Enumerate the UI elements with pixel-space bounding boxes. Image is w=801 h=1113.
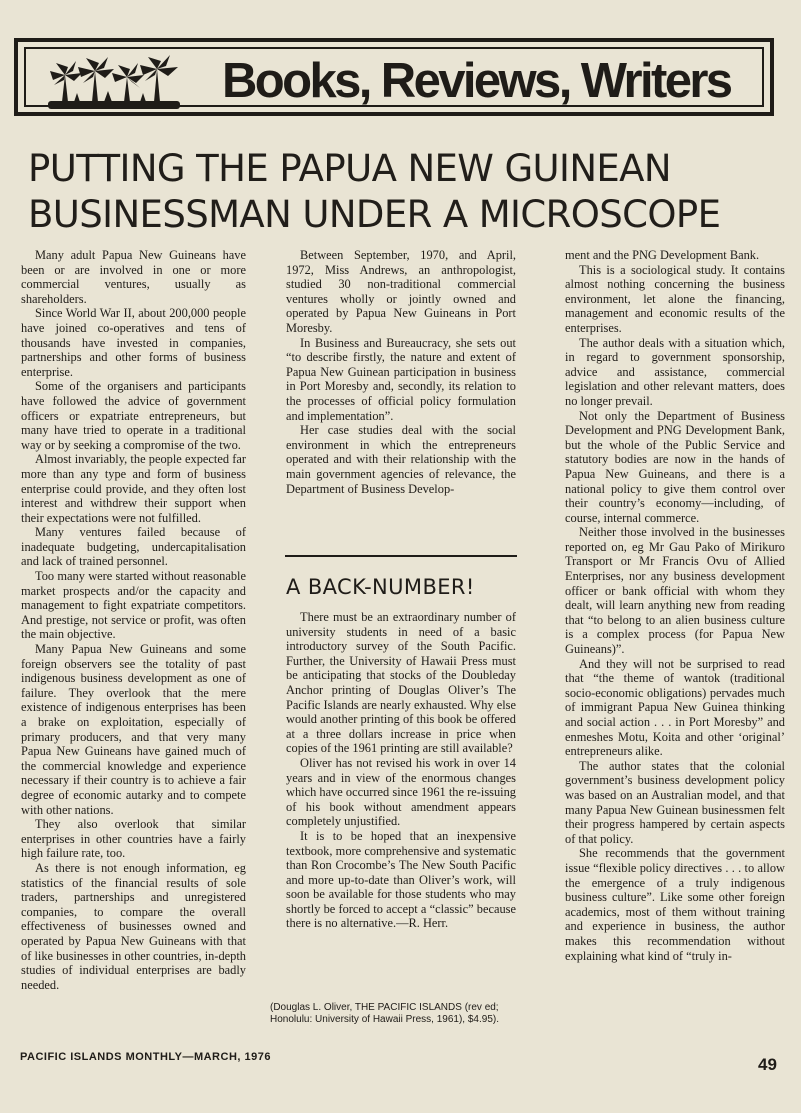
banner-inner-frame <box>24 47 764 107</box>
paragraph: It is to be hoped that an inexpensive textbook, more comprehensive and systematic than Ron Crocombe’s The New South Pacific and more up-to-date than Oliver’s work, will soon be available for those students who may shortly be forced to accept a “classic” because there is no alternative.—R. Herr. <box>286 828 516 931</box>
section-banner <box>14 38 774 116</box>
paragraph: Between September, 1970, and April, 1972, Miss Andrews, an anthropologist, studied 30 non-traditional commercial ventures wholly or jointly owned and operated by Papua New Guineans in Port Moresby. <box>286 248 516 335</box>
paragraph: And they will not be surprised to read that “the theme of wantok (traditional socio-economic obligations) pervades much of immigrant Papua New Guinea thinking and social action . . . in Port Moresby” and enmeshes Motu, Koita and other ‘original’ entrepreneurs alike. <box>565 656 785 759</box>
book-citation: (Douglas L. Oliver, THE PACIFIC ISLANDS (rev ed; Honolulu: University of Hawaii Press, 1961), $4.95). <box>270 1002 499 1025</box>
paragraph: Many adult Papua New Guineans have been or are involved in one or more commercial ventures, usually as shareholders. <box>21 248 246 306</box>
headline-line-2: BUSINESSMAN UNDER A MICROSCOPE <box>28 193 721 236</box>
paragraph: They also overlook that similar enterprises in other countries have a fairly high failure rate, too. <box>21 817 246 861</box>
paragraph: The author deals with a situation which, in regard to government sponsorship, advice and assistance, commercial legislation and other relevant matters, does no longer prevail. <box>565 335 785 408</box>
section-title: Books, Reviews, Writers <box>222 54 731 108</box>
paragraph: There must be an extraordinary number of university students in need of a basic introductory survey of the South Pacific. Further, the University of Hawaii Press must be anticipating that stocks of the Doubleday Anchor printing of Douglas Oliver’s The Pacific Islands are nearly exhausted. Why else would another printing of this book be offered at a three dollars increase in price when copies of the 1961 printing are still available? <box>286 610 516 756</box>
paragraph: Not only the Department of Business Development and PNG Development Bank, but the whole of the Public Service and statutory bodies are now in the hands of Papua New Guineans, and there is a national policy to give them control over their country’s economy—including, of course, internal commerce. <box>565 408 785 525</box>
paragraph: Since World War II, about 200,000 people have joined co-operatives and tens of thousands have invested in companies, partnerships and other forms of business enterprise. <box>21 306 246 379</box>
paragraph: Many ventures failed because of inadequate budgeting, undercapitalisation and lack of trained personnel. <box>21 525 246 569</box>
article-column-3 <box>565 248 785 963</box>
paragraph: In Business and Bureaucracy, she sets out “to describe firstly, the nature and extent of Papua New Guinean participation in business in Port Moresby and, secondly, its relation to the processes of official policy formulation and implementation”. <box>286 335 516 423</box>
paragraph: ment and the PNG Development Bank. <box>565 248 760 262</box>
section-divider <box>285 555 517 557</box>
article-column-1 <box>21 248 246 992</box>
paragraph: Her case studies deal with the social environment in which the entrepreneurs operated and with their relationship with the main government agencies of relevance, the Department of Business Develop- <box>286 423 516 496</box>
paragraph: She recommends that the government issue “flexible policy directives . . . to allow the emergence of a truly indigenous business culture”. Like some other foreign academics, most of them without training and experience in business, the author makes this recommendation without explaining what kind of “truly in- <box>565 846 785 963</box>
backnumber-heading: A BACK-NUMBER! <box>286 575 475 599</box>
paragraph: Too many were started without reasonable market prospects and/or the capacity and management to fight expatriate competitors. And prestige, not service or profit, was often the main objective. <box>21 569 246 642</box>
article-column-2 <box>286 248 516 496</box>
article-headline <box>28 146 788 238</box>
page-number: 49 <box>758 1055 777 1074</box>
palm-trees-icon <box>48 55 180 111</box>
paragraph: Many Papua New Guineans and some foreign observers see the totality of past indigenous business development as one of failure. They overlook that the mere existence of indigenous enterprises has been a brake on exploitation, especially of primary producers, and that very many Papua New Guineans have gained much of the commercial knowledge and experience necessary if their country is to achieve a fair degree of economic autarky and to compete with other nations. <box>21 642 246 817</box>
paragraph: This is a sociological study. It contains almost nothing concerning the business environment, let alone the financing, management and economic results of the enterprises. <box>565 262 785 335</box>
paragraph: Neither those involved in the businesses reported on, eg Mr Gau Pako of Mirikuro Transport or Mr Francis Ovu of Allied Enterprises, nor any business development officer or bank official with whom they dealt, will learn anything new from reading that “to belong to an alien business culture is a complex process (for Papua New Guineans)”. <box>565 525 785 657</box>
headline-line-1: PUTTING THE PAPUA NEW GUINEAN <box>28 147 671 190</box>
magazine-masthead: PACIFIC ISLANDS MONTHLY—MARCH, 1976 <box>20 1051 271 1063</box>
paragraph: Oliver has not revised his work in over 14 years and in view of the enormous changes which have occurred since 1961 the re-issuing of his book without amendment appears completely unjustified. <box>286 755 516 829</box>
paragraph: The author states that the colonial government’s business development policy was based on an Australian model, and that many Papua New Guinean businessmen felt their progress hampered by certain aspects of that policy. <box>565 758 785 846</box>
paragraph: As there is not enough information, eg statistics of the financial results of sole traders, partnerships and unregistered companies, to compare the overall effectiveness of businesses owned and operated by Papua New Guineans with that of like businesses in other countries, in-depth studies of individual enterprises are badly needed. <box>21 860 246 992</box>
paragraph: Almost invariably, the people expected far more than any type and form of business enterprise could provide, and they often lost interest and withdrew their support when their expectations were not fulfilled. <box>21 452 246 525</box>
backnumber-review <box>286 610 516 931</box>
paragraph: Some of the organisers and participants have followed the advice of government officers or expatriate entrepreneurs, but many have tried to operate in a traditional way or by seeking a compromise of the two. <box>21 379 246 452</box>
